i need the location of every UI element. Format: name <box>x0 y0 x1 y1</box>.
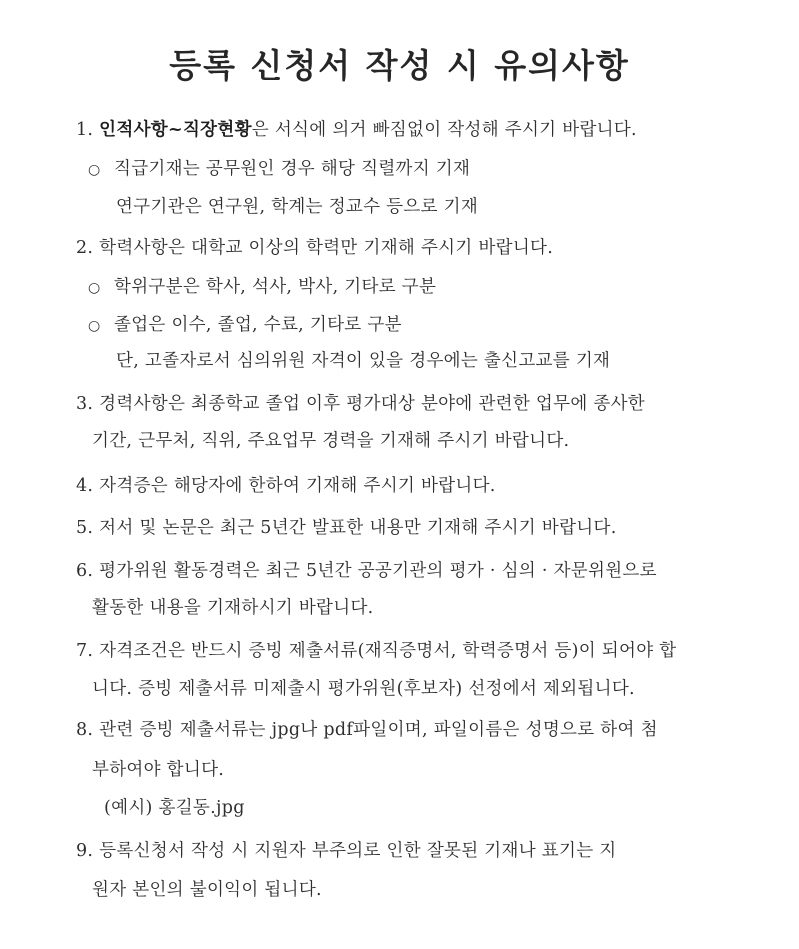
item-8-example <box>104 800 245 818</box>
item-1-line-1 <box>76 122 637 140</box>
item-4-line-1 <box>76 478 496 496</box>
item-text: 자격증은 해당자에 한하여 기재해 주시기 바랍니다. <box>99 476 496 496</box>
item-text: 등록신청서 작성 시 지원자 부주의로 인한 잘못된 기재나 표기는 지 <box>99 841 617 861</box>
item-2-sub-2-cont <box>116 353 610 371</box>
item-9-line-1 <box>76 843 616 861</box>
item-text: 직급기재는 공무원인 경우 해당 직렬까지 기재 <box>114 159 471 179</box>
item-text: 자격조건은 반드시 증빙 제출서류(재직증명서, 학력증명서 등)이 되어야 합 <box>99 641 677 661</box>
item-2-sub-2 <box>88 317 402 335</box>
item-7-line-1 <box>76 643 676 661</box>
item-text: 경력사항은 최종학교 졸업 이후 평가대상 분야에 관련한 업무에 종사한 <box>99 394 646 414</box>
item-text: 평가위원 활동경력은 최근 5년간 공공기관의 평가 · 심의 · 자문위원으로 <box>99 561 657 581</box>
item-number: 2. <box>76 238 94 258</box>
item-6-line-2 <box>92 600 374 618</box>
item-7-line-2 <box>92 681 635 699</box>
circle-bullet: ○ <box>88 162 101 178</box>
item-number: 1. <box>76 120 94 140</box>
item-2-sub-1 <box>88 279 436 297</box>
page-title: 등록 신청서 작성 시 유의사항 <box>169 46 630 85</box>
item-8-line-1 <box>76 722 658 740</box>
item-text: 활동한 내용을 기재하시기 바랍니다. <box>92 598 374 618</box>
item-text: 졸업은 이수, 졸업, 수료, 기타로 구분 <box>114 315 402 335</box>
item-8-line-2 <box>92 762 224 780</box>
bold-text: 인적사항~직장현황 <box>99 120 252 140</box>
item-1-sub-1-cont <box>116 199 478 217</box>
item-text: 연구기관은 연구원, 학계는 정교수 등으로 기재 <box>116 197 479 217</box>
item-text: 학위구분은 학사, 석사, 박사, 기타로 구분 <box>114 277 437 297</box>
item-text: 저서 및 논문은 최근 5년간 발표한 내용만 기재해 주시기 바랍니다. <box>99 518 617 538</box>
item-number: 8. <box>76 720 94 740</box>
item-number: 3. <box>76 394 94 414</box>
item-text: 학력사항은 대학교 이상의 학력만 기재해 주시기 바랍니다. <box>99 238 554 258</box>
circle-bullet: ○ <box>88 280 101 296</box>
item-3-line-2 <box>92 433 569 451</box>
item-5-line-1 <box>76 520 617 538</box>
item-text: 원자 본인의 불이익이 됩니다. <box>92 880 322 900</box>
circle-bullet: ○ <box>88 318 101 334</box>
item-text: 기간, 근무처, 직위, 주요업무 경력을 기재해 주시기 바랍니다. <box>92 431 570 451</box>
item-text: 단, 고졸자로서 심의위원 자격이 있을 경우에는 출신고교를 기재 <box>116 351 611 371</box>
item-text: 부하여야 합니다. <box>92 760 225 780</box>
item-6-line-1 <box>76 563 657 581</box>
item-number: 4. <box>76 476 94 496</box>
item-number: 9. <box>76 841 94 861</box>
item-number: 5. <box>76 518 94 538</box>
item-9-line-2 <box>92 882 322 900</box>
item-text: 은 서식에 의거 빠짐없이 작성해 주시기 바랍니다. <box>251 120 637 140</box>
item-text: 니다. 증빙 제출서류 미제출시 평가위원(후보자) 선정에서 제외됩니다. <box>92 679 635 699</box>
item-3-line-1 <box>76 396 645 414</box>
item-1-sub-1 <box>88 161 470 179</box>
item-2-line-1 <box>76 240 553 258</box>
example-text: (예시) 홍길동.jpg <box>104 798 245 818</box>
item-number: 7. <box>76 641 94 661</box>
item-number: 6. <box>76 561 94 581</box>
item-text: 관련 증빙 제출서류는 jpg나 pdf파일이며, 파일이름은 성명으로 하여 첨 <box>99 720 658 740</box>
